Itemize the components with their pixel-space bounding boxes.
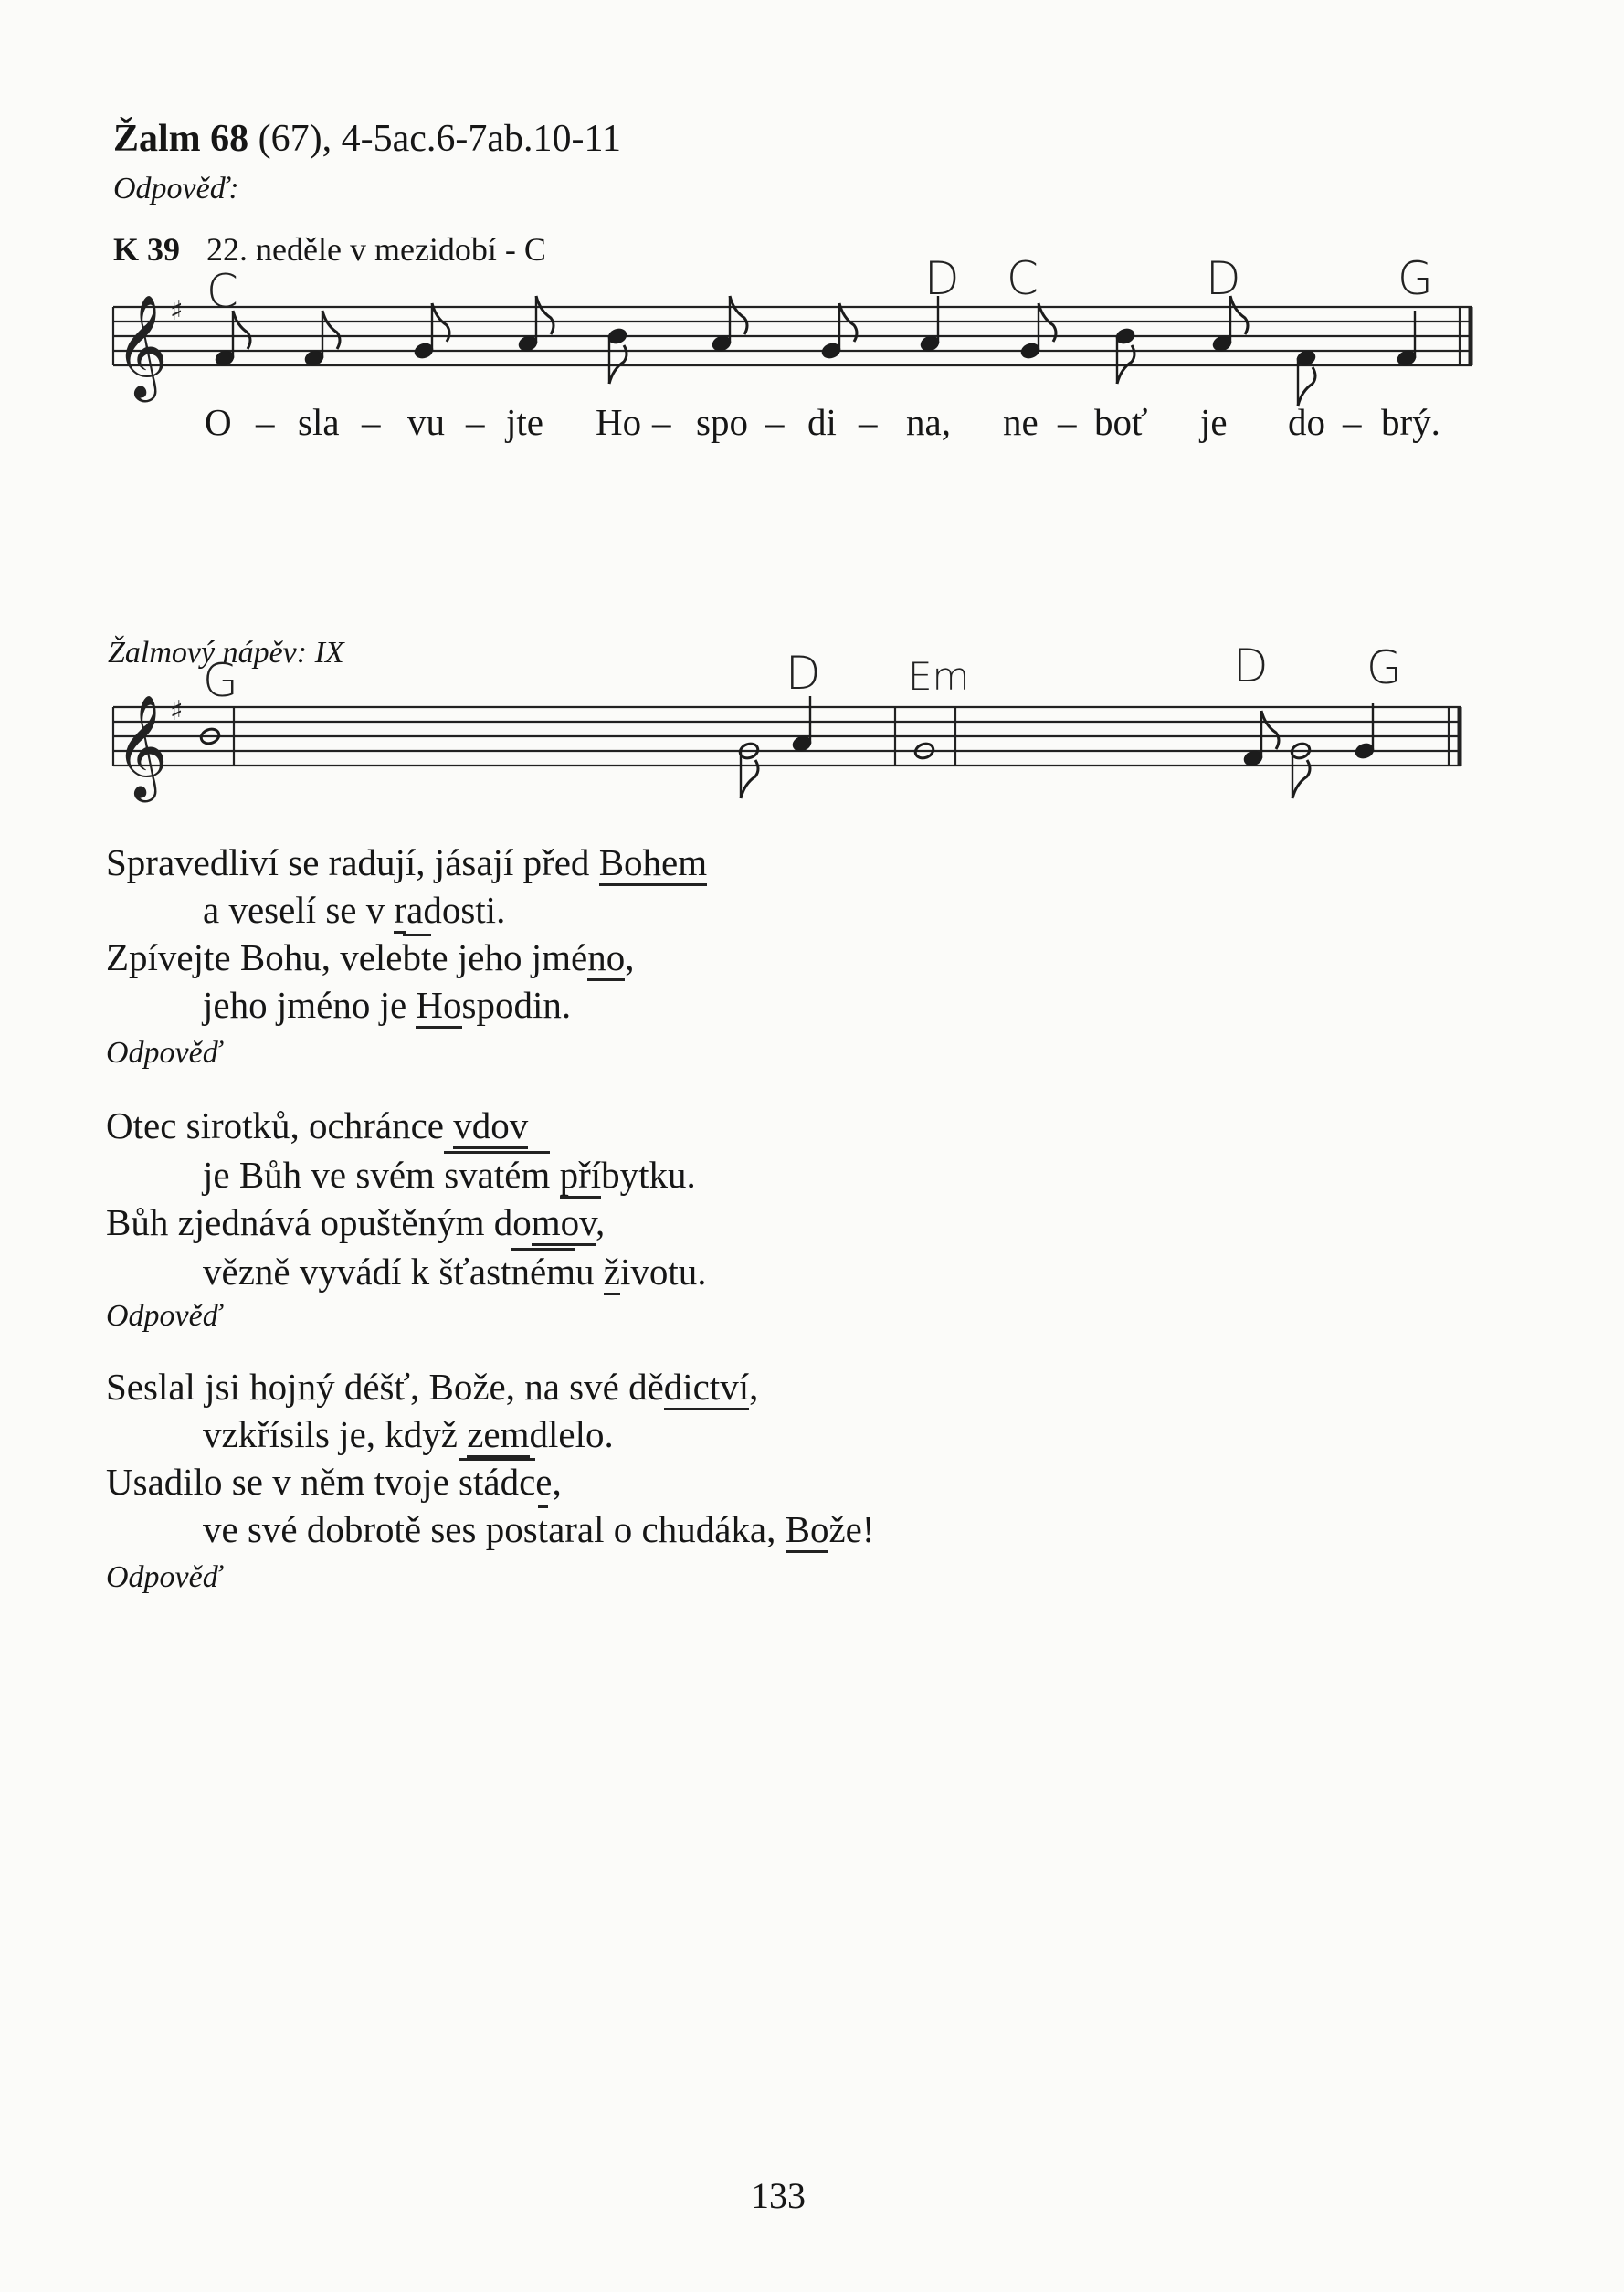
lyric-syllable: O [205, 401, 232, 443]
lyric-syllable: je [1200, 401, 1228, 443]
lyric-dash: – [256, 401, 275, 443]
verse-line [106, 935, 634, 979]
accent-underline: ž [604, 1251, 620, 1295]
page-number: 133 [751, 2175, 806, 2216]
lyric-syllable: Ho [596, 401, 642, 443]
tone-chord: Em [908, 654, 970, 699]
verse-text: je Bůh ve svém [203, 1154, 445, 1196]
response-label: Odpověď [106, 1036, 222, 1070]
verse-text: že! [828, 1508, 875, 1550]
verse-text: aral o chudáka, [548, 1508, 786, 1550]
verse-text: bytku. [601, 1154, 696, 1196]
verse-text: Zpívejte Bohu, vele [106, 936, 403, 978]
verse-text: , [625, 936, 635, 978]
verse-text: adosti. [406, 889, 506, 931]
lyric-dash: – [652, 401, 671, 443]
verse-line [106, 1365, 758, 1409]
verse-line [203, 1153, 696, 1197]
accent-underline: no [587, 936, 625, 981]
verse-text: Otec sirotků, ochránce [106, 1104, 454, 1146]
verse-text: spodin. [461, 984, 572, 1026]
verse-text: u [575, 1251, 604, 1293]
lyric-syllable: boť [1094, 401, 1148, 443]
occasion-text: 22. neděle v mezidobí - C [206, 231, 546, 268]
verse-text: ve své dobrotě ses pos [203, 1508, 538, 1550]
refrain-chord: G [1397, 252, 1433, 305]
lyric-syllable: ne [1003, 401, 1039, 443]
accent-underline: dictví [664, 1366, 749, 1410]
accent-underline: r [394, 889, 406, 934]
verse-line [203, 1507, 875, 1551]
verse-line [203, 888, 505, 932]
psalm-tone-label: Žalmový nápěv: IX [108, 636, 344, 670]
lyric-dash: – [859, 401, 878, 443]
accent-underline: pří [560, 1154, 602, 1199]
lyric-syllable: di [807, 401, 837, 443]
verse-text: , [749, 1366, 759, 1408]
verse-line [106, 840, 707, 884]
verse-line [106, 1104, 528, 1147]
refrain-chord: C [206, 265, 238, 318]
verse-text: jeho jméno je [203, 984, 417, 1026]
verse-text: a veselí se v [203, 889, 395, 931]
verse-line [203, 1412, 614, 1456]
tone-chord: D [786, 647, 821, 700]
accent-underline: Ho [416, 984, 461, 1029]
verse-text: , [595, 1201, 606, 1243]
sharp-icon: ♯ [170, 295, 184, 327]
lyric-syllable: vu [407, 401, 445, 443]
tone-chord: G [203, 654, 238, 707]
refrain-chord: D [1206, 252, 1241, 305]
eighth-note-icon [1242, 711, 1279, 767]
lyric-dash: – [1058, 401, 1077, 443]
tone-notes [199, 696, 1376, 798]
lyric-syllable: jte [506, 401, 543, 443]
lyric-syllable: brý. [1381, 401, 1440, 443]
accent-underline: Bo [786, 1508, 829, 1553]
verse-text: e, [535, 1461, 562, 1503]
verse-text: ivotu. [620, 1251, 707, 1293]
verse-text: Bůh zjednává opuštěným do [106, 1201, 532, 1243]
accent-underline: Bohem [599, 841, 707, 886]
verse-text: Seslal jsi hojný déšť, Bože, na své dě [106, 1366, 664, 1408]
lyric-dash: – [765, 401, 785, 443]
verse-text: e jeho jmé [431, 936, 588, 978]
treble-clef-icon: 𝄞 [115, 294, 168, 398]
lyric-syllable: spo [696, 401, 748, 443]
lyric-syllable: do [1288, 401, 1325, 443]
lyric-dash: – [466, 401, 485, 443]
tone-chord: G [1366, 641, 1402, 694]
verse-text [550, 1154, 559, 1196]
verse-text: vězně vyvádí k šťast [203, 1251, 511, 1293]
accent-overline: ném [511, 1248, 575, 1293]
accent-underline: vdov [453, 1104, 528, 1149]
catalog-number: K 39 [113, 231, 181, 268]
quarter-note-icon [791, 696, 813, 753]
accent-overline: bt [403, 934, 432, 978]
accent-underline: zem [467, 1413, 529, 1458]
verse-text: vzkřísils je, když [203, 1413, 468, 1455]
refrain-chord: D [924, 252, 960, 305]
verse-line [106, 1460, 562, 1504]
tone-chord: D [1233, 639, 1269, 692]
lyric-syllable: na, [906, 401, 951, 443]
treble-clef-icon: 𝄞 [115, 694, 168, 798]
verse-line [106, 1200, 605, 1244]
verse-line [203, 983, 571, 1027]
verse-text: Usadilo se v něm tvoje [106, 1461, 459, 1503]
verse-text: Spravedliví se radují, jásají před [106, 841, 599, 883]
response-label: Odpověď [106, 1299, 222, 1333]
accent-underline: mov [532, 1201, 596, 1246]
verse-line [203, 1250, 707, 1294]
lyric-dash: – [1343, 401, 1362, 443]
quarter-note-icon [1354, 703, 1376, 760]
lyric-dash: – [362, 401, 381, 443]
sharp-icon: ♯ [170, 695, 184, 727]
lyric-syllable: sla [298, 401, 340, 443]
verse-text: dlelo. [529, 1413, 614, 1455]
psalm-reference: (67), 4-5ac.6-7ab.10-11 [248, 118, 621, 160]
accent-overline: stádc [459, 1458, 535, 1503]
psalm-number: Žalm 68 [113, 118, 249, 160]
refrain-chord: C [1007, 252, 1039, 305]
response-label: Odpověď [106, 1560, 222, 1594]
odpoved-label: Odpověď: [113, 172, 239, 206]
accent-overline: svatém [444, 1151, 550, 1196]
accent-overline: t [538, 1505, 548, 1550]
